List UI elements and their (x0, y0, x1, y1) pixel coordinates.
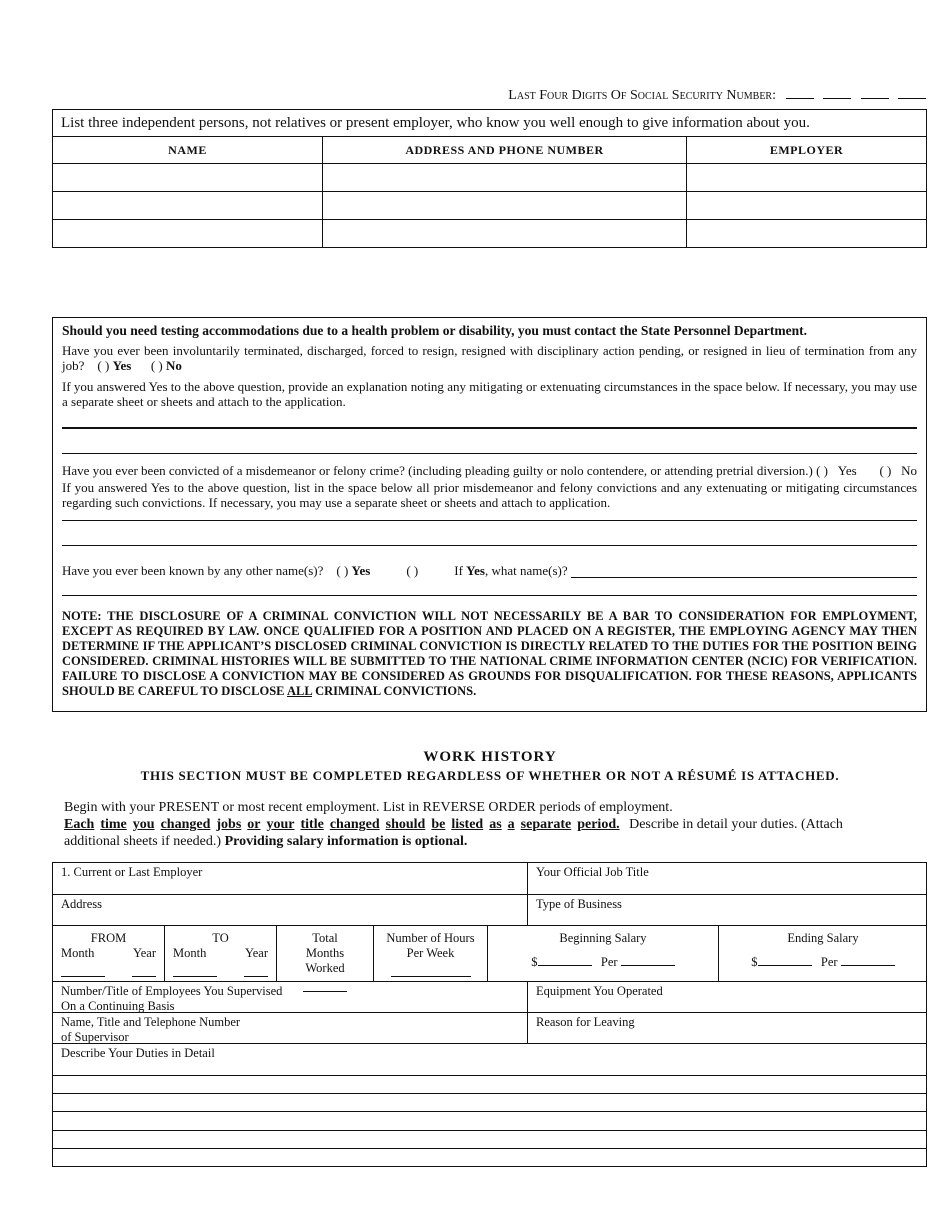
table-row (53, 220, 927, 248)
underlined-word: listed (451, 817, 484, 832)
work-history-intro: Begin with your PRESENT or most recent employment. List in REVERSE ORDER periods of employment. Each time you changed jobs or your title changed should be listed as a separate period. Describe in detail your duties. (Attach additional sheets if needed.) Providing salary information is optional. (64, 800, 843, 849)
answer-line[interactable] (62, 544, 917, 546)
underlined-word: separate (520, 817, 572, 832)
col-address-header: ADDRESS AND PHONE NUMBER (323, 137, 687, 164)
other-names-yes-checkbox[interactable]: ( ) (336, 563, 349, 578)
ssn-line (508, 86, 926, 104)
ref-name-cell[interactable] (53, 164, 323, 192)
crime-no-checkbox[interactable]: ( ) (879, 463, 892, 478)
underlined-word: should (385, 817, 426, 832)
from-date-field[interactable]: FROM Month Year (53, 926, 165, 982)
duties-line[interactable] (53, 1076, 927, 1094)
beginning-salary-field[interactable]: Beginning Salary $ Per (488, 926, 719, 982)
underlined-word: your (266, 817, 295, 832)
ref-name-cell[interactable] (53, 220, 323, 248)
other-names-input[interactable] (571, 565, 917, 578)
employer-field[interactable]: 1. Current or Last Employer (53, 863, 528, 895)
ref-employer-cell[interactable] (687, 164, 927, 192)
accommodations-notice: Should you need testing accommodations due to a health problem or disability, you must contact the State Personnel Department. (62, 323, 808, 338)
terminated-explain: If you answered Yes to the above question, provide an explanation noting any mitigating or extenuating circumstances in the space below. If necessary, you may use a separate sheet or sheets and attach to the application. (62, 379, 917, 409)
ending-salary-field[interactable]: Ending Salary $ Per (719, 926, 927, 982)
answer-line[interactable] (62, 594, 917, 596)
crime-yes-checkbox[interactable]: ( ) (816, 463, 829, 478)
underlined-word: jobs (216, 817, 242, 832)
work-history-title: WORK HISTORY (423, 749, 557, 765)
underlined-word: as (489, 817, 502, 832)
to-date-field[interactable]: TO Month Year (165, 926, 277, 982)
underlined-word: time (100, 817, 127, 832)
disclosure-box (52, 317, 927, 712)
terminated-question: Have you ever been involuntarily terminated, discharged, forced to resign, resigned with disciplinary action pending, or resigned in lieu of termination from any job? ( ) Yes ( ) No (62, 343, 917, 373)
ref-name-cell[interactable] (53, 192, 323, 220)
ref-address-cell[interactable] (323, 164, 687, 192)
crime-explain: If you answered Yes to the above question, list in the space below all prior misdemeanor and felony convictions and any extenuating or mitigating circumstances regarding such convictions. If necessary, you may use a separate sheet or sheets and attach to application. (62, 480, 917, 510)
ssn-digit-4[interactable] (898, 86, 926, 99)
table-row (53, 192, 927, 220)
underlined-word: be (431, 817, 446, 832)
ssn-digit-1[interactable] (786, 86, 814, 99)
address-field[interactable]: Address (53, 895, 528, 926)
duties-line[interactable] (53, 1149, 927, 1166)
job-title-field[interactable]: Your Official Job Title (528, 863, 927, 895)
answer-line[interactable] (62, 452, 917, 454)
hours-per-week-field[interactable]: Number of Hours Per Week (374, 926, 488, 982)
ssn-label: Last Four Digits Of Social Security Number: (508, 88, 776, 103)
terminated-no-checkbox[interactable]: ( ) (150, 358, 163, 373)
table-row (53, 164, 927, 192)
underlined-word: you (132, 817, 155, 832)
duties-line[interactable] (53, 1112, 927, 1131)
work-history-subtitle: THIS SECTION MUST BE COMPLETED REGARDLESS OF WHETHER OR NOT A RÉSUMÉ IS ATTACHED. (140, 768, 840, 783)
ref-employer-cell[interactable] (687, 192, 927, 220)
other-names-question: Have you ever been known by any other name(s)? ( ) Yes ( ) If Yes , what name(s)? (62, 563, 917, 578)
underlined-word: period. (577, 817, 620, 832)
conviction-note: NOTE: THE DISCLOSURE OF A CRIMINAL CONVICTION WILL NOT NECESSARILY BE A BAR TO CONSIDERATION FOR EMPLOYMENT, EXCEPT AS REQUIRED BY LAW. ONCE QUALIFIED FOR A POSITION AND PLACED ON A REGISTER, THE EMPLOYING AGENCY MAY THEN DETERMINE IF THE APPLICANT’S DISCLOSED CRIMINAL CONVICTION IS DIRECTLY RELATED TO THE DUTIES FOR THE POSITION BEING CONSIDERED. CRIMINAL HISTORIES WILL BE SUBMITTED TO THE NATIONAL CRIME INFORMATION CENTER (NCIC) FOR VERIFICATION. FAILURE TO DISCLOSE A CONVICTION MAY BE CONSIDERED AS GROUNDS FOR DISQUALIFICATION. FOR THESE REASONS, APPLICANTS SHOULD BE CAREFUL TO DISCLOSE ALL CRIMINAL CONVICTIONS. (62, 609, 917, 698)
supervisor-field[interactable]: Name, Title and Telephone Number of Supervisor (53, 1013, 528, 1044)
terminated-yes-checkbox[interactable]: ( ) (97, 358, 110, 373)
references-table (52, 109, 927, 248)
duties-line[interactable] (53, 1131, 927, 1149)
ref-employer-cell[interactable] (687, 220, 927, 248)
underlined-word: changed (160, 817, 211, 832)
ssn-digit-2[interactable] (823, 86, 851, 99)
months-worked-field[interactable]: Total Months Worked (277, 926, 374, 982)
underlined-word: or (247, 817, 261, 832)
reason-for-leaving-field[interactable]: Reason for Leaving (528, 1013, 927, 1044)
underlined-word: title (300, 817, 324, 832)
employment-block (52, 862, 927, 1167)
col-employer-header: EMPLOYER (687, 137, 927, 164)
underlined-word: a (507, 817, 515, 832)
duties-field[interactable]: Describe Your Duties in Detail (53, 1044, 927, 1076)
duties-line[interactable] (53, 1094, 927, 1112)
equipment-field[interactable]: Equipment You Operated (528, 982, 927, 1013)
ref-address-cell[interactable] (323, 220, 687, 248)
underlined-word: Each (64, 817, 95, 832)
business-type-field[interactable]: Type of Business (528, 895, 927, 926)
ref-address-cell[interactable] (323, 192, 687, 220)
underlined-word: changed (329, 817, 380, 832)
other-names-no-checkbox[interactable]: ( ) (406, 563, 419, 578)
crime-question: Have you ever been convicted of a misdemeanor or felony crime? (including pleading guilty or nolo contendere, or attending pretrial diversion.) ( ) Yes ( ) No (62, 463, 917, 478)
ssn-digit-3[interactable] (861, 86, 889, 99)
references-intro: List three independent persons, not relatives or present employer, who know you well enough to give information about you. (53, 110, 927, 137)
col-name-header: NAME (53, 137, 323, 164)
employees-supervised-field[interactable]: Number/Title of Employees You Supervised On a Continuing Basis (53, 982, 528, 1013)
